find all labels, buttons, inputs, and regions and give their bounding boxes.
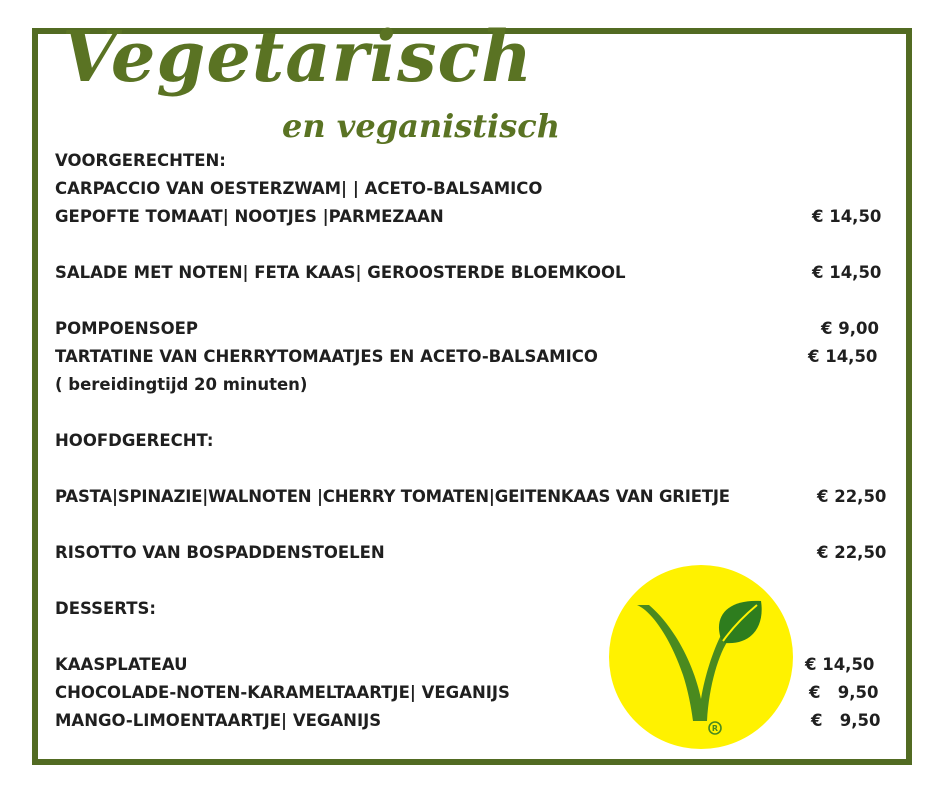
price-salade: € 14,50 (812, 263, 882, 282)
menu-title: Vegetarisch (62, 15, 533, 98)
item-choco: CHOCOLADE-NOTEN-KARAMELTAARTJE| VEGANIJS (55, 683, 510, 702)
price-tartatine: € 14,50 (808, 347, 878, 366)
svg-text:R: R (711, 724, 719, 733)
item-soep: POMPOENSOEP (55, 319, 199, 338)
main-heading: HOOFDGERECHT: (55, 431, 214, 450)
item-tartatine-note: ( bereidingtijd 20 minuten) (55, 375, 308, 394)
item-mango: MANGO-LIMOENTAARTJE| VEGANIJS (55, 711, 382, 730)
vegan-v-leaf-icon (609, 565, 793, 749)
price-pasta: € 22,50 (817, 487, 887, 506)
price-soep: € 9,00 (821, 319, 879, 338)
price-kaas: € 14,50 (805, 655, 875, 674)
item-kaas: KAASPLATEAU (55, 655, 188, 674)
item-salade: SALADE MET NOTEN| FETA KAAS| GEROOSTERDE BLOEMKOOL (55, 263, 626, 282)
price-mango: € 9,50 (811, 711, 881, 730)
item-pasta: PASTA|SPINAZIE|WALNOTEN |CHERRY TOMATEN|GEITENKAAS VAN GRIETJE (55, 487, 730, 506)
item-tartatine: TARTATINE VAN CHERRYTOMAATJES EN ACETO-BALSAMICO (55, 347, 598, 366)
price-risotto: € 22,50 (817, 543, 887, 562)
logo-circle (609, 565, 793, 749)
starters-heading: VOORGERECHTEN: (55, 151, 226, 170)
item-carpaccio: CARPACCIO VAN OESTERZWAM| | ACETO-BALSAMICO (55, 179, 543, 198)
item-risotto: RISOTTO VAN BOSPADDENSTOELEN (55, 543, 385, 562)
menu-subtitle: en veganistisch (282, 107, 560, 145)
desserts-heading: DESSERTS: (55, 599, 156, 618)
price-choco: € 9,50 (809, 683, 879, 702)
item-tomaat: GEPOFTE TOMAAT| NOOTJES |PARMEZAAN (55, 207, 444, 226)
price-tomaat: € 14,50 (812, 207, 882, 226)
